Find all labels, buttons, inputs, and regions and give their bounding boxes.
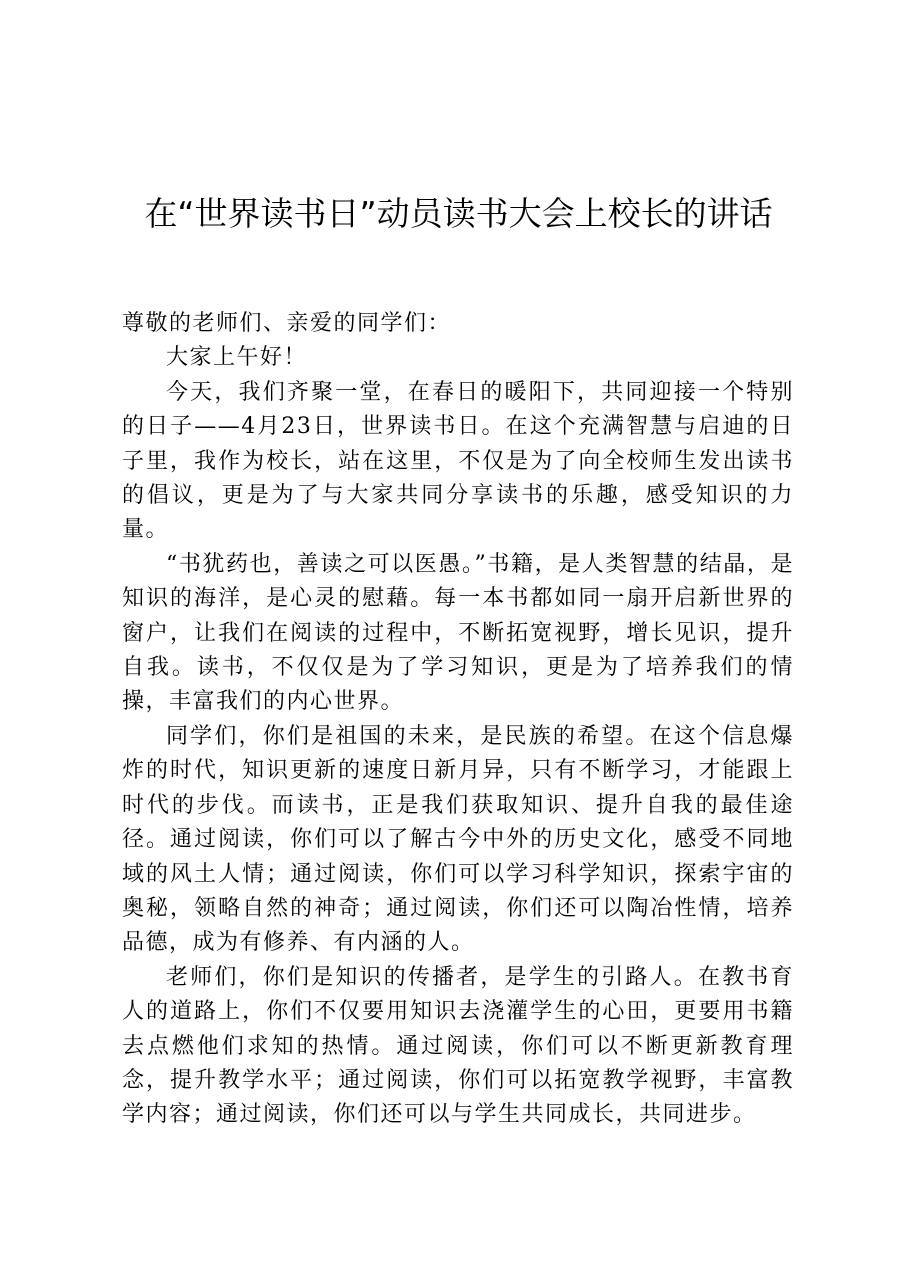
paragraph-greeting: 大家上午好！ (166, 345, 308, 371)
document-title: 在“世界读书日”动员读书大会上校长的讲话 (144, 194, 773, 233)
document-body (122, 307, 794, 1133)
salutation: 尊敬的老师们、亲爱的同学们： (122, 311, 452, 336)
paragraph-books: “书犹药也，善读之可以医愚。”书籍，是人类智慧的结晶，是知识的海洋，是心灵的慰藉。每一本书都如同一扇开启新世界的窗户，让我们在阅读的过程中，不断拓宽视野，增长见识，提升自我。读书，不仅仅是为了学习知识，更是为了培养我们的情操，丰富我们的内心世界。 (122, 551, 794, 715)
paragraph-students: 同学们，你们是祖国的未来，是民族的希望。在这个信息爆炸的时代，知识更新的速度日新月异，只有不断学习，才能跟上时代的步伐。而读书，正是我们获取知识、提升自我的最佳途径。通过阅读，你们可以了解古今中外的历史文化，感受不同地域的风土人情；通过阅读，你们可以学习科学知识，探索宇宙的奥秘，领略自然的神奇；通过阅读，你们还可以陶冶性情，培养品德，成为有修养、有内涵的人。 (122, 723, 794, 956)
paragraph-intro: 今天，我们齐聚一堂，在春日的暖阳下，共同迎接一个特别的日子——4月23日，世界读书日。在这个充满智慧与启迪的日子里，我作为校长，站在这里，不仅是为了向全校师生发出读书的倡议，更是为了与大家共同分享读书的乐趣，感受知识的力量。 (122, 379, 794, 543)
paragraph-teachers: 老师们，你们是知识的传播者，是学生的引路人。在教书育人的道路上，你们不仅要用知识去浇灌学生的心田，更要用书籍去点燃他们求知的热情。通过阅读，你们可以不断更新教育理念，提升教学水平；通过阅读，你们可以拓宽教学视野，丰富教学内容；通过阅读，你们还可以与学生共同成长，共同进步。 (122, 964, 794, 1128)
